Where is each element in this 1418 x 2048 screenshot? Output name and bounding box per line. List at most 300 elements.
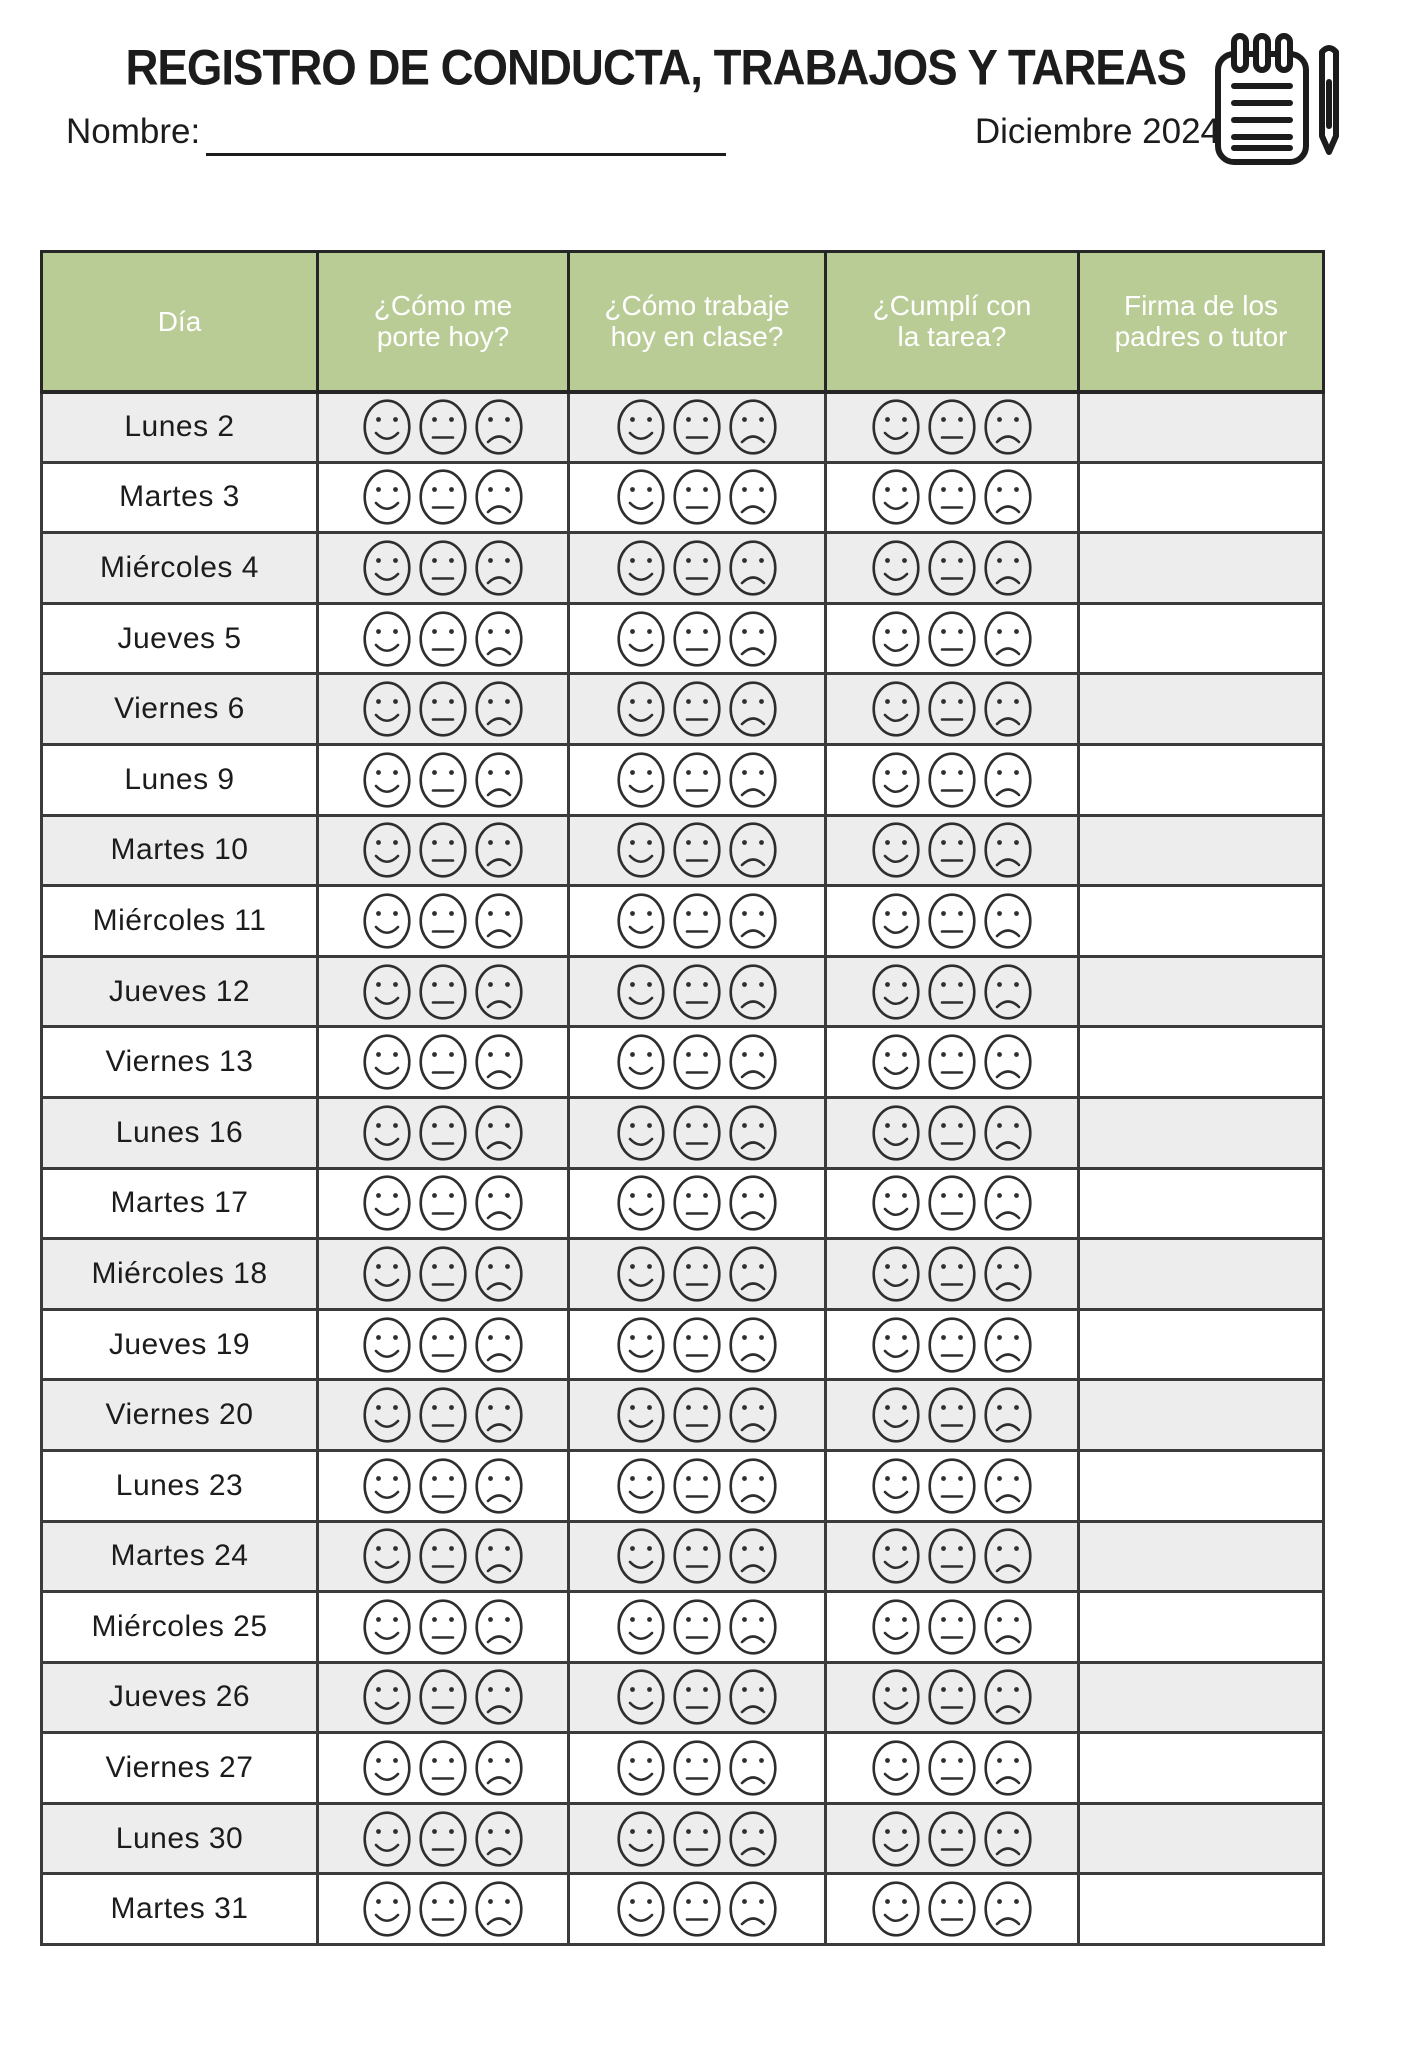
signature-cell[interactable] bbox=[1079, 886, 1324, 957]
neutral-face-icon[interactable] bbox=[672, 1386, 722, 1444]
neutral-face-icon[interactable] bbox=[672, 398, 722, 456]
happy-face-icon[interactable] bbox=[616, 398, 666, 456]
classwork-faces-cell bbox=[569, 1733, 826, 1804]
sad-face-icon[interactable] bbox=[474, 1668, 524, 1726]
signature-cell[interactable] bbox=[1079, 1521, 1324, 1592]
neutral-face-icon[interactable] bbox=[927, 751, 977, 809]
happy-face-icon[interactable] bbox=[871, 892, 921, 950]
sad-face-icon[interactable] bbox=[983, 1457, 1033, 1515]
neutral-face-icon[interactable] bbox=[927, 1386, 977, 1444]
sad-face-icon[interactable] bbox=[474, 468, 524, 526]
day-cell: Viernes 13 bbox=[42, 1027, 318, 1098]
neutral-face-icon[interactable] bbox=[418, 1598, 468, 1656]
happy-face-icon[interactable] bbox=[871, 1104, 921, 1162]
happy-face-icon[interactable] bbox=[616, 680, 666, 738]
behavior-faces-cell bbox=[318, 1097, 569, 1168]
happy-face-icon[interactable] bbox=[616, 892, 666, 950]
sad-face-icon[interactable] bbox=[983, 398, 1033, 456]
conduct-record-table bbox=[40, 250, 1325, 1946]
name-label: Nombre: bbox=[66, 112, 201, 151]
homework-faces-cell bbox=[826, 603, 1079, 674]
signature-cell[interactable] bbox=[1079, 1592, 1324, 1663]
happy-face-icon[interactable] bbox=[362, 963, 412, 1021]
sad-face-icon[interactable] bbox=[983, 892, 1033, 950]
signature-cell[interactable] bbox=[1079, 1803, 1324, 1874]
happy-face-icon[interactable] bbox=[871, 1739, 921, 1797]
sad-face-icon[interactable] bbox=[474, 1245, 524, 1303]
happy-face-icon[interactable] bbox=[871, 1174, 921, 1232]
table-row bbox=[42, 956, 1324, 1027]
neutral-face-icon[interactable] bbox=[927, 1457, 977, 1515]
sad-face-icon[interactable] bbox=[474, 1386, 524, 1444]
behavior-faces-cell bbox=[318, 1521, 569, 1592]
sad-face-icon[interactable] bbox=[983, 1739, 1033, 1797]
neutral-face-icon[interactable] bbox=[418, 821, 468, 879]
neutral-face-icon[interactable] bbox=[927, 610, 977, 668]
table-row bbox=[42, 1803, 1324, 1874]
sad-face-icon[interactable] bbox=[474, 1174, 524, 1232]
neutral-face-icon[interactable] bbox=[672, 1033, 722, 1091]
sad-face-icon[interactable] bbox=[474, 963, 524, 1021]
sad-face-icon[interactable] bbox=[728, 1316, 778, 1374]
happy-face-icon[interactable] bbox=[871, 1668, 921, 1726]
sad-face-icon[interactable] bbox=[474, 398, 524, 456]
happy-face-icon[interactable] bbox=[616, 1598, 666, 1656]
sad-face-icon[interactable] bbox=[474, 1810, 524, 1868]
signature-cell[interactable] bbox=[1079, 1309, 1324, 1380]
sad-face-icon[interactable] bbox=[474, 1880, 524, 1938]
signature-cell[interactable] bbox=[1079, 1874, 1324, 1945]
sad-face-icon[interactable] bbox=[728, 1386, 778, 1444]
homework-faces-cell bbox=[826, 956, 1079, 1027]
neutral-face-icon[interactable] bbox=[418, 1245, 468, 1303]
homework-faces-cell bbox=[826, 1733, 1079, 1804]
table-row bbox=[42, 1380, 1324, 1451]
homework-faces-cell bbox=[826, 1239, 1079, 1310]
happy-face-icon[interactable] bbox=[871, 1245, 921, 1303]
sad-face-icon[interactable] bbox=[728, 1880, 778, 1938]
neutral-face-icon[interactable] bbox=[927, 1104, 977, 1162]
neutral-face-icon[interactable] bbox=[672, 1104, 722, 1162]
happy-face-icon[interactable] bbox=[871, 398, 921, 456]
signature-cell[interactable] bbox=[1079, 1450, 1324, 1521]
behavior-faces-cell bbox=[318, 392, 569, 463]
happy-face-icon[interactable] bbox=[871, 1810, 921, 1868]
sad-face-icon[interactable] bbox=[983, 1668, 1033, 1726]
behavior-faces-cell bbox=[318, 1874, 569, 1945]
behavior-faces-cell bbox=[318, 956, 569, 1027]
signature-cell[interactable] bbox=[1079, 533, 1324, 604]
header-row bbox=[42, 252, 1324, 392]
classwork-faces-cell bbox=[569, 815, 826, 886]
neutral-face-icon[interactable] bbox=[672, 680, 722, 738]
signature-cell[interactable] bbox=[1079, 1097, 1324, 1168]
sad-face-icon[interactable] bbox=[983, 1104, 1033, 1162]
happy-face-icon[interactable] bbox=[362, 892, 412, 950]
happy-face-icon[interactable] bbox=[871, 539, 921, 597]
happy-face-icon[interactable] bbox=[362, 1386, 412, 1444]
happy-face-icon[interactable] bbox=[362, 1739, 412, 1797]
classwork-faces-cell bbox=[569, 674, 826, 745]
happy-face-icon[interactable] bbox=[616, 1739, 666, 1797]
neutral-face-icon[interactable] bbox=[927, 1598, 977, 1656]
neutral-face-icon[interactable] bbox=[927, 468, 977, 526]
table-row bbox=[42, 533, 1324, 604]
sad-face-icon[interactable] bbox=[983, 1316, 1033, 1374]
behavior-faces-cell bbox=[318, 1380, 569, 1451]
sad-face-icon[interactable] bbox=[474, 539, 524, 597]
neutral-face-icon[interactable] bbox=[927, 539, 977, 597]
happy-face-icon[interactable] bbox=[362, 680, 412, 738]
sad-face-icon[interactable] bbox=[983, 1527, 1033, 1585]
col-header-classwork: ¿Cómo trabaje hoy en clase? bbox=[569, 252, 826, 392]
neutral-face-icon[interactable] bbox=[418, 680, 468, 738]
table-row bbox=[42, 1662, 1324, 1733]
happy-face-icon[interactable] bbox=[871, 1598, 921, 1656]
neutral-face-icon[interactable] bbox=[672, 1457, 722, 1515]
classwork-faces-cell bbox=[569, 1239, 826, 1310]
neutral-face-icon[interactable] bbox=[927, 1316, 977, 1374]
neutral-face-icon[interactable] bbox=[672, 1880, 722, 1938]
table-row bbox=[42, 1097, 1324, 1168]
neutral-face-icon[interactable] bbox=[418, 1668, 468, 1726]
homework-faces-cell bbox=[826, 1592, 1079, 1663]
sad-face-icon[interactable] bbox=[728, 610, 778, 668]
neutral-face-icon[interactable] bbox=[418, 1457, 468, 1515]
signature-cell[interactable] bbox=[1079, 1239, 1324, 1310]
neutral-face-icon[interactable] bbox=[672, 892, 722, 950]
neutral-face-icon[interactable] bbox=[418, 751, 468, 809]
happy-face-icon[interactable] bbox=[362, 1457, 412, 1515]
table-row bbox=[42, 886, 1324, 957]
name-input-line[interactable] bbox=[206, 112, 726, 156]
sad-face-icon[interactable] bbox=[983, 1880, 1033, 1938]
happy-face-icon[interactable] bbox=[616, 1527, 666, 1585]
happy-face-icon[interactable] bbox=[616, 751, 666, 809]
neutral-face-icon[interactable] bbox=[927, 1033, 977, 1091]
neutral-face-icon[interactable] bbox=[418, 1316, 468, 1374]
happy-face-icon[interactable] bbox=[616, 468, 666, 526]
table-row bbox=[42, 392, 1324, 463]
neutral-face-icon[interactable] bbox=[418, 1174, 468, 1232]
sad-face-icon[interactable] bbox=[728, 1810, 778, 1868]
sad-face-icon[interactable] bbox=[474, 1598, 524, 1656]
happy-face-icon[interactable] bbox=[871, 963, 921, 1021]
sad-face-icon[interactable] bbox=[474, 1739, 524, 1797]
classwork-faces-cell bbox=[569, 744, 826, 815]
classwork-faces-cell bbox=[569, 1874, 826, 1945]
table-row bbox=[42, 1239, 1324, 1310]
classwork-faces-cell bbox=[569, 1450, 826, 1521]
sad-face-icon[interactable] bbox=[983, 610, 1033, 668]
homework-faces-cell bbox=[826, 1309, 1079, 1380]
homework-faces-cell bbox=[826, 533, 1079, 604]
sad-face-icon[interactable] bbox=[728, 1245, 778, 1303]
happy-face-icon[interactable] bbox=[362, 1245, 412, 1303]
sad-face-icon[interactable] bbox=[983, 1386, 1033, 1444]
happy-face-icon[interactable] bbox=[616, 1880, 666, 1938]
classwork-faces-cell bbox=[569, 603, 826, 674]
happy-face-icon[interactable] bbox=[871, 821, 921, 879]
table-row bbox=[42, 1309, 1324, 1380]
sad-face-icon[interactable] bbox=[983, 1033, 1033, 1091]
happy-face-icon[interactable] bbox=[871, 1033, 921, 1091]
neutral-face-icon[interactable] bbox=[672, 821, 722, 879]
homework-faces-cell bbox=[826, 1662, 1079, 1733]
neutral-face-icon[interactable] bbox=[927, 1739, 977, 1797]
happy-face-icon[interactable] bbox=[616, 1457, 666, 1515]
sad-face-icon[interactable] bbox=[474, 751, 524, 809]
sad-face-icon[interactable] bbox=[983, 539, 1033, 597]
col-header-homework: ¿Cumplí con la tarea? bbox=[826, 252, 1079, 392]
happy-face-icon[interactable] bbox=[616, 610, 666, 668]
day-cell: Miércoles 18 bbox=[42, 1239, 318, 1310]
signature-cell[interactable] bbox=[1079, 1662, 1324, 1733]
neutral-face-icon[interactable] bbox=[672, 1598, 722, 1656]
signature-cell[interactable] bbox=[1079, 392, 1324, 463]
neutral-face-icon[interactable] bbox=[418, 398, 468, 456]
signature-cell[interactable] bbox=[1079, 1733, 1324, 1804]
homework-faces-cell bbox=[826, 1874, 1079, 1945]
happy-face-icon[interactable] bbox=[871, 1316, 921, 1374]
sad-face-icon[interactable] bbox=[983, 1810, 1033, 1868]
neutral-face-icon[interactable] bbox=[672, 963, 722, 1021]
sad-face-icon[interactable] bbox=[983, 1174, 1033, 1232]
sad-face-icon[interactable] bbox=[474, 821, 524, 879]
signature-cell[interactable] bbox=[1079, 462, 1324, 533]
neutral-face-icon[interactable] bbox=[672, 610, 722, 668]
sad-face-icon[interactable] bbox=[728, 963, 778, 1021]
classwork-faces-cell bbox=[569, 533, 826, 604]
signature-cell[interactable] bbox=[1079, 1027, 1324, 1098]
neutral-face-icon[interactable] bbox=[927, 1880, 977, 1938]
day-cell: Miércoles 25 bbox=[42, 1592, 318, 1663]
sad-face-icon[interactable] bbox=[728, 539, 778, 597]
neutral-face-icon[interactable] bbox=[418, 1386, 468, 1444]
signature-cell[interactable] bbox=[1079, 674, 1324, 745]
neutral-face-icon[interactable] bbox=[418, 610, 468, 668]
happy-face-icon[interactable] bbox=[871, 468, 921, 526]
homework-faces-cell bbox=[826, 1803, 1079, 1874]
neutral-face-icon[interactable] bbox=[927, 680, 977, 738]
day-cell: Lunes 2 bbox=[42, 392, 318, 463]
happy-face-icon[interactable] bbox=[871, 680, 921, 738]
signature-cell[interactable] bbox=[1079, 1380, 1324, 1451]
sad-face-icon[interactable] bbox=[474, 1527, 524, 1585]
signature-cell[interactable] bbox=[1079, 815, 1324, 886]
signature-cell[interactable] bbox=[1079, 744, 1324, 815]
sad-face-icon[interactable] bbox=[728, 1668, 778, 1726]
happy-face-icon[interactable] bbox=[616, 821, 666, 879]
neutral-face-icon[interactable] bbox=[418, 1739, 468, 1797]
happy-face-icon[interactable] bbox=[362, 1880, 412, 1938]
day-cell: Lunes 16 bbox=[42, 1097, 318, 1168]
happy-face-icon[interactable] bbox=[362, 1527, 412, 1585]
sad-face-icon[interactable] bbox=[728, 1104, 778, 1162]
neutral-face-icon[interactable] bbox=[418, 1033, 468, 1091]
sad-face-icon[interactable] bbox=[728, 468, 778, 526]
happy-face-icon[interactable] bbox=[362, 1316, 412, 1374]
day-cell: Lunes 9 bbox=[42, 744, 318, 815]
signature-cell[interactable] bbox=[1079, 1168, 1324, 1239]
sad-face-icon[interactable] bbox=[728, 751, 778, 809]
col-header-signature: Firma de los padres o tutor bbox=[1079, 252, 1324, 392]
neutral-face-icon[interactable] bbox=[672, 1527, 722, 1585]
neutral-face-icon[interactable] bbox=[927, 1668, 977, 1726]
happy-face-icon[interactable] bbox=[362, 751, 412, 809]
behavior-faces-cell bbox=[318, 1309, 569, 1380]
neutral-face-icon[interactable] bbox=[418, 539, 468, 597]
sad-face-icon[interactable] bbox=[474, 1457, 524, 1515]
happy-face-icon[interactable] bbox=[362, 610, 412, 668]
sad-face-icon[interactable] bbox=[728, 1598, 778, 1656]
table-row bbox=[42, 1874, 1324, 1945]
month-label: Diciembre 2024 bbox=[974, 112, 1220, 151]
classwork-faces-cell bbox=[569, 1803, 826, 1874]
neutral-face-icon[interactable] bbox=[418, 892, 468, 950]
classwork-faces-cell bbox=[569, 392, 826, 463]
neutral-face-icon[interactable] bbox=[672, 1174, 722, 1232]
sad-face-icon[interactable] bbox=[728, 398, 778, 456]
signature-cell[interactable] bbox=[1079, 956, 1324, 1027]
col-header-behavior: ¿Cómo me porte hoy? bbox=[318, 252, 569, 392]
classwork-faces-cell bbox=[569, 956, 826, 1027]
behavior-faces-cell bbox=[318, 674, 569, 745]
happy-face-icon[interactable] bbox=[362, 1598, 412, 1656]
happy-face-icon[interactable] bbox=[871, 1386, 921, 1444]
classwork-faces-cell bbox=[569, 1097, 826, 1168]
neutral-face-icon[interactable] bbox=[418, 1810, 468, 1868]
happy-face-icon[interactable] bbox=[616, 1033, 666, 1091]
behavior-faces-cell bbox=[318, 1733, 569, 1804]
sad-face-icon[interactable] bbox=[728, 892, 778, 950]
behavior-faces-cell bbox=[318, 462, 569, 533]
happy-face-icon[interactable] bbox=[362, 398, 412, 456]
sad-face-icon[interactable] bbox=[474, 892, 524, 950]
sad-face-icon[interactable] bbox=[983, 680, 1033, 738]
happy-face-icon[interactable] bbox=[362, 1104, 412, 1162]
happy-face-icon[interactable] bbox=[362, 539, 412, 597]
neutral-face-icon[interactable] bbox=[927, 1810, 977, 1868]
neutral-face-icon[interactable] bbox=[672, 1245, 722, 1303]
classwork-faces-cell bbox=[569, 1521, 826, 1592]
neutral-face-icon[interactable] bbox=[672, 1810, 722, 1868]
day-cell: Jueves 26 bbox=[42, 1662, 318, 1733]
sad-face-icon[interactable] bbox=[474, 680, 524, 738]
happy-face-icon[interactable] bbox=[616, 1316, 666, 1374]
table-row bbox=[42, 1450, 1324, 1521]
happy-face-icon[interactable] bbox=[616, 1386, 666, 1444]
sad-face-icon[interactable] bbox=[474, 1316, 524, 1374]
happy-face-icon[interactable] bbox=[362, 1174, 412, 1232]
neutral-face-icon[interactable] bbox=[672, 1316, 722, 1374]
sad-face-icon[interactable] bbox=[983, 1598, 1033, 1656]
neutral-face-icon[interactable] bbox=[927, 892, 977, 950]
neutral-face-icon[interactable] bbox=[418, 1527, 468, 1585]
neutral-face-icon[interactable] bbox=[672, 751, 722, 809]
table-row bbox=[42, 815, 1324, 886]
happy-face-icon[interactable] bbox=[871, 1457, 921, 1515]
homework-faces-cell bbox=[826, 744, 1079, 815]
neutral-face-icon[interactable] bbox=[672, 1739, 722, 1797]
sad-face-icon[interactable] bbox=[474, 1033, 524, 1091]
neutral-face-icon[interactable] bbox=[927, 398, 977, 456]
col-header-dia: Día bbox=[42, 252, 318, 392]
day-cell: Martes 10 bbox=[42, 815, 318, 886]
happy-face-icon[interactable] bbox=[362, 1810, 412, 1868]
homework-faces-cell bbox=[826, 392, 1079, 463]
sad-face-icon[interactable] bbox=[983, 1245, 1033, 1303]
table-row bbox=[42, 1733, 1324, 1804]
sad-face-icon[interactable] bbox=[728, 1739, 778, 1797]
sad-face-icon[interactable] bbox=[983, 751, 1033, 809]
happy-face-icon[interactable] bbox=[616, 1245, 666, 1303]
sad-face-icon[interactable] bbox=[728, 1033, 778, 1091]
happy-face-icon[interactable] bbox=[616, 1104, 666, 1162]
neutral-face-icon[interactable] bbox=[927, 821, 977, 879]
happy-face-icon[interactable] bbox=[616, 1174, 666, 1232]
neutral-face-icon[interactable] bbox=[672, 539, 722, 597]
happy-face-icon[interactable] bbox=[362, 1668, 412, 1726]
table-row bbox=[42, 1592, 1324, 1663]
neutral-face-icon[interactable] bbox=[927, 963, 977, 1021]
happy-face-icon[interactable] bbox=[871, 751, 921, 809]
classwork-faces-cell bbox=[569, 886, 826, 957]
sad-face-icon[interactable] bbox=[728, 1457, 778, 1515]
happy-face-icon[interactable] bbox=[871, 1880, 921, 1938]
behavior-faces-cell bbox=[318, 815, 569, 886]
sad-face-icon[interactable] bbox=[728, 680, 778, 738]
signature-cell[interactable] bbox=[1079, 603, 1324, 674]
neutral-face-icon[interactable] bbox=[418, 963, 468, 1021]
neutral-face-icon[interactable] bbox=[927, 1527, 977, 1585]
sad-face-icon[interactable] bbox=[728, 1174, 778, 1232]
sad-face-icon[interactable] bbox=[983, 468, 1033, 526]
neutral-face-icon[interactable] bbox=[927, 1174, 977, 1232]
name-row bbox=[66, 112, 726, 164]
sad-face-icon[interactable] bbox=[983, 821, 1033, 879]
happy-face-icon[interactable] bbox=[362, 1033, 412, 1091]
sad-face-icon[interactable] bbox=[474, 1104, 524, 1162]
day-cell: Jueves 5 bbox=[42, 603, 318, 674]
neutral-face-icon[interactable] bbox=[672, 468, 722, 526]
neutral-face-icon[interactable] bbox=[418, 1104, 468, 1162]
day-cell: Miércoles 11 bbox=[42, 886, 318, 957]
happy-face-icon[interactable] bbox=[616, 1810, 666, 1868]
happy-face-icon[interactable] bbox=[871, 1527, 921, 1585]
happy-face-icon[interactable] bbox=[871, 610, 921, 668]
homework-faces-cell bbox=[826, 1097, 1079, 1168]
neutral-face-icon[interactable] bbox=[927, 1245, 977, 1303]
neutral-face-icon[interactable] bbox=[672, 1668, 722, 1726]
happy-face-icon[interactable] bbox=[362, 468, 412, 526]
sad-face-icon[interactable] bbox=[728, 1527, 778, 1585]
table-row bbox=[42, 1027, 1324, 1098]
day-cell: Martes 31 bbox=[42, 1874, 318, 1945]
happy-face-icon[interactable] bbox=[616, 539, 666, 597]
day-cell: Martes 3 bbox=[42, 462, 318, 533]
sad-face-icon[interactable] bbox=[474, 610, 524, 668]
homework-faces-cell bbox=[826, 1380, 1079, 1451]
happy-face-icon[interactable] bbox=[362, 821, 412, 879]
happy-face-icon[interactable] bbox=[616, 963, 666, 1021]
neutral-face-icon[interactable] bbox=[418, 468, 468, 526]
sad-face-icon[interactable] bbox=[983, 963, 1033, 1021]
happy-face-icon[interactable] bbox=[616, 1668, 666, 1726]
sad-face-icon[interactable] bbox=[728, 821, 778, 879]
neutral-face-icon[interactable] bbox=[418, 1880, 468, 1938]
day-cell: Viernes 6 bbox=[42, 674, 318, 745]
